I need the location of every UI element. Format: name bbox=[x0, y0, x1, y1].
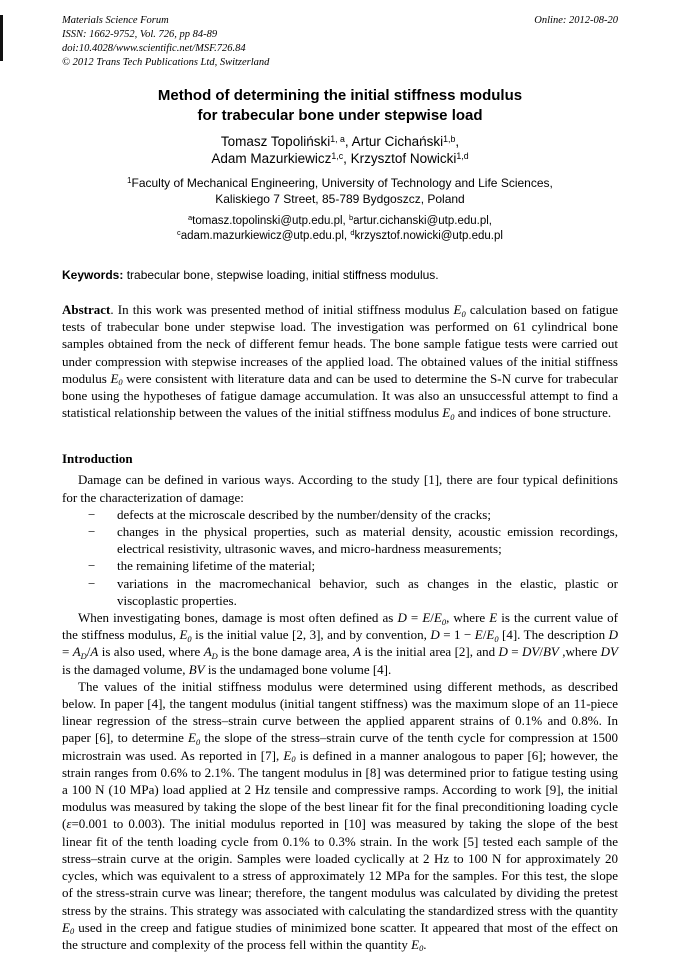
authors bbox=[62, 133, 618, 167]
list-dash-marker: − bbox=[88, 506, 96, 522]
section-heading-introduction: Introduction bbox=[62, 451, 133, 467]
list-item-text: variations in the macromechanical behavior, such as changes in the elastic, plastic or viscoplastic properties. bbox=[117, 575, 618, 608]
list-dash-marker: − bbox=[88, 575, 96, 591]
journal-name: Materials Science Forum bbox=[62, 15, 169, 26]
abstract-paragraph: Abstract. In this work was presented method of initial stiffness modulus E0 calculation based on fatigue tests of trabecular bone under stepwise load. The investigation was performed on 61 cylindrical bone samples obtained from the neck of different femur heads. The bone sample fatigue tests were carried out under compression with stepwise increases of the applied load. The obtained values of the initial stiffness modulus E0 were consistent with literature data and can be used to determine the S-N curve for trabecular bone using the hypotheses of fatigue damage accumulation. It was also an unsuccessful attempt to find a statistical relationship between the values of the initial stiffness modulus E0 and indices of bone structure. bbox=[62, 302, 618, 422]
affiliation bbox=[62, 176, 618, 207]
list-item bbox=[62, 506, 618, 523]
list-item bbox=[62, 523, 618, 557]
list-item-text: the remaining lifetime of the material; bbox=[117, 558, 316, 574]
scan-artifact bbox=[0, 15, 3, 61]
authors-line-1: Tomasz Topoliński$^{1, a}$, Artur Cichański$^{1,b}$, bbox=[220, 133, 460, 149]
keywords-line: Keywords: trabecular bone, stepwise loading, initial stiffness modulus. bbox=[62, 268, 439, 282]
author-emails bbox=[62, 214, 618, 244]
paper-title bbox=[62, 86, 618, 126]
copyright-line: © 2012 Trans Tech Publications Ltd, Switzerland bbox=[62, 57, 270, 68]
authors-line-2: Adam Mazurkiewicz$^{1,c}$, Krzysztof Nowicki$^{1,d}$ bbox=[211, 150, 469, 166]
paper-title-line-1: Method of determining the initial stiffness modulus bbox=[157, 87, 523, 104]
list-dash-marker: − bbox=[88, 524, 96, 540]
intro-paragraph-1: Damage can be defined in various ways. According to the study [1], there are four typical definitions for the characterization of damage: bbox=[62, 472, 618, 505]
intro-paragraph-3: The values of the initial stiffness modulus were determined using different methods, as described below. In paper [4], the tangent modulus (initial tangent stiffness) was the maximum slope of an 11-piece linear regression of the stress–strain curve between the applied apparent strains of 0.1% and 0.8%. In paper [6], to determine E0 the slope of the stress–strain curve of the tenth cycle for compression at 1500 microstrain was used. As reported in [7], E0 is defined in a manner analogous to paper [6]; however, the strain ranges from 0.6% to 2.1%. The tangent modulus in [8] was determined prior to fatigue testing using a 100 N (10 MPa) load applied at 2 Hz tensile and compressive ramps. According to work [9], the initial modulus was measured by taking the slope of the best linear fit for the final preconditioning loading cycle (ε=0.001 to 0.003). The initial modulus reported in [10] was measured by taking the slope of the best linear fit of the tenth loading cycle from 0.1% to 0.3% strain. In the work [5] tested each sample of the stress–strain curve at the origin. Samples were loaded cyclically at 2 Hz to 100 N for approximately 20 cycles, which was equivalent to a stress of approximately 12 MPa for the samples. For this test, the slope of the stress-strain curve was linear; therefore, the tangent modulus was calculated by dividing the pretest stress by the strains. This strategy was associated with calculating the standardized stress with the quantity E0 used in the creep and fatigue studies of minimized bone scatter. It appeared that most of the effect on the structure and complexity of the process fell within the quantity E0. bbox=[62, 678, 618, 954]
damage-definitions-list bbox=[62, 506, 618, 609]
affiliation-line-1: $^1$Faculty of Mechanical Engineering, University of Technology and Life Sciences, bbox=[127, 176, 553, 190]
intro-paragraph-2: When investigating bones, damage is most often defined as D = E/E0, where E is the current value of the stiffness modulus, E0 is the initial value [2, 3], and by convention, D = 1 − E/E0 [4]. The description D = AD/A is also used, where AD is the bone damage area, A is the initial area [2], and D = DV/BV ,where DV is the damaged volume, BV is the undamaged bone volume [4]. bbox=[62, 610, 618, 677]
list-item bbox=[62, 575, 618, 609]
doi-line: doi:10.4028/www.scientific.net/MSF.726.84 bbox=[62, 43, 246, 54]
emails-line-1: $^a$tomasz.topolinski@utp.edu.pl, $^b$artur.cichanski@utp.edu.pl, bbox=[188, 213, 492, 227]
list-item bbox=[62, 557, 618, 574]
list-item-text: changes in the physical properties, such as material density, acoustic emission recordings, electrical resistivity, ultrasonic waves, and micro-hardness measurements; bbox=[117, 524, 618, 557]
list-dash-marker: − bbox=[88, 558, 96, 574]
page-header bbox=[62, 14, 618, 70]
affiliation-line-2: Kaliskiego 7 Street, 85-789 Bydgoszcz, Poland bbox=[215, 191, 465, 206]
issn-line: ISSN: 1662-9752, Vol. 726, pp 84-89 bbox=[62, 29, 218, 40]
list-item-text: defects at the microscale described by the number/density of the cracks; bbox=[117, 506, 491, 522]
emails-line-2: $^c$adam.mazurkiewicz@utp.edu.pl, $^d$krzysztof.nowicki@utp.edu.pl bbox=[177, 228, 503, 242]
online-date: Online: 2012-08-20 bbox=[534, 15, 618, 26]
paper-title-line-2: for trabecular bone under stepwise load bbox=[197, 107, 483, 124]
journal-info bbox=[62, 14, 269, 70]
